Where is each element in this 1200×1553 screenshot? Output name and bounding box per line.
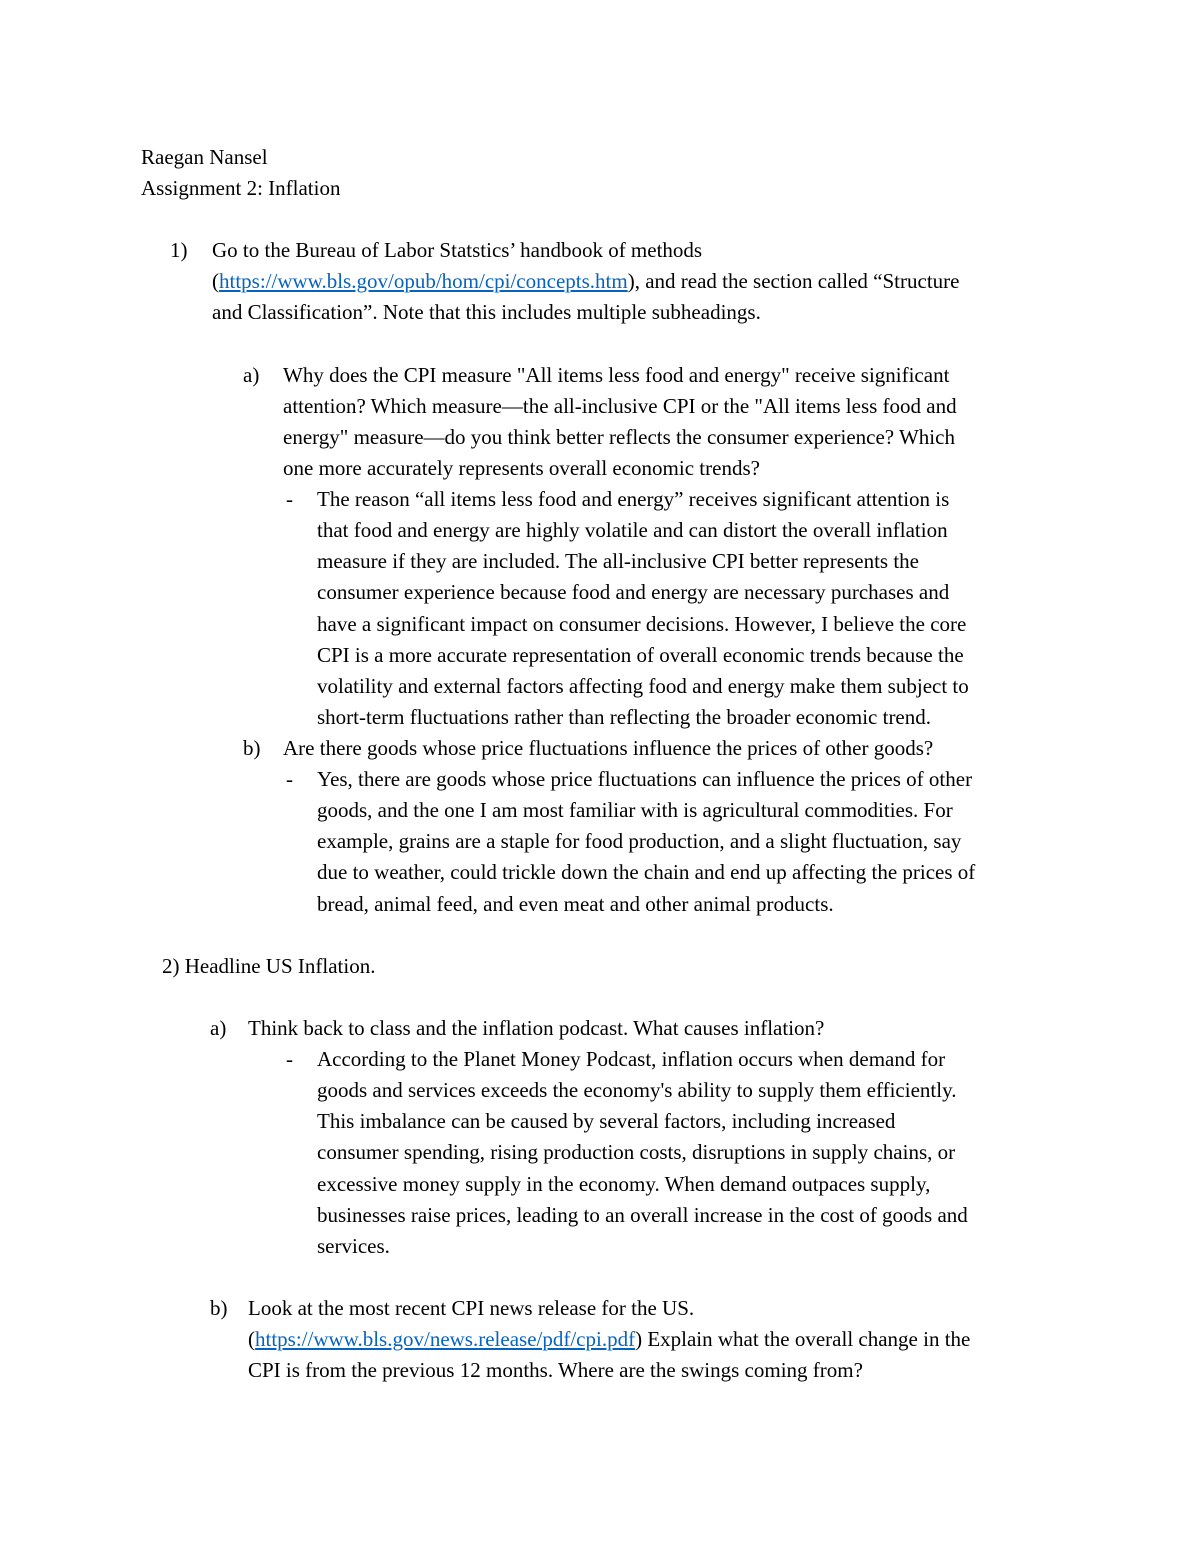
q2b-link-after: ) Explain what the overall change in the xyxy=(635,1327,971,1351)
q1a-answer-line: The reason “all items less food and energy” receives significant attention is xyxy=(317,487,950,511)
q1a-label: a) xyxy=(243,363,260,387)
q1a-answer-line: CPI is a more accurate representation of overall economic trends because the xyxy=(317,643,964,667)
q2b-question-line: Look at the most recent CPI news release for the US. xyxy=(248,1296,695,1320)
q1b-answer-line: bread, animal feed, and even meat and other animal products. xyxy=(317,892,834,916)
q1b-answer-line: goods, and the one I am most familiar with is agricultural commodities. For xyxy=(317,798,953,822)
q1a-answer-line: that food and energy are highly volatile and can distort the overall inflation xyxy=(317,518,948,542)
q2b-question-line: CPI is from the previous 12 months. Where are the swings coming from? xyxy=(248,1358,863,1382)
q1a-answer-line: short-term fluctuations rather than reflecting the broader economic trend. xyxy=(317,705,932,729)
q1a-answer-line: volatility and external factors affecting food and energy make them subject to xyxy=(317,674,969,698)
q2b-link-open: ( xyxy=(248,1327,255,1351)
q2a-answer-line: businesses raise prices, leading to an overall increase in the cost of goods and xyxy=(317,1203,968,1227)
q1b-label: b) xyxy=(243,736,261,760)
q1-line: Go to the Bureau of Labor Statstics’ handbook of methods xyxy=(212,238,703,262)
q2-heading: 2) Headline US Inflation. xyxy=(162,954,376,978)
q1a-dash: - xyxy=(286,487,293,511)
q2a-answer-line: consumer spending, rising production costs, disruptions in supply chains, or xyxy=(317,1140,956,1164)
q1a-answer-line: measure if they are included. The all-inclusive CPI better represents the xyxy=(317,549,919,573)
q2a-answer-line: services. xyxy=(317,1234,390,1258)
cpi-pdf-link[interactable]: https://www.bls.gov/news.release/pdf/cpi.pdf xyxy=(255,1327,636,1351)
q1-number: 1) xyxy=(170,238,188,262)
q1a-answer-line: have a significant impact on consumer decisions. However, I believe the core xyxy=(317,612,967,636)
q1b-answer-line: example, grains are a staple for food production, and a slight fluctuation, say xyxy=(317,829,962,853)
q1-link-line xyxy=(212,269,959,293)
q1b-question-line: Are there goods whose price fluctuations influence the prices of other goods? xyxy=(283,736,934,760)
q2a-answer-line: This imbalance can be caused by several factors, including increased xyxy=(317,1109,896,1133)
q2a-label: a) xyxy=(210,1016,227,1040)
q1a-answer-line: consumer experience because food and energy are necessary purchases and xyxy=(317,580,950,604)
q1-line: and Classification”. Note that this includes multiple subheadings. xyxy=(212,300,761,324)
q1a-question-line: Why does the CPI measure "All items less food and energy" receive significant xyxy=(283,363,950,387)
q1-link-after: ), and read the section called “Structure xyxy=(627,269,960,293)
q2a-answer-line: goods and services exceeds the economy's ability to supply them efficiently. xyxy=(317,1078,957,1102)
q2b-label: b) xyxy=(210,1296,228,1320)
q2b-link-line xyxy=(248,1327,970,1351)
q1a-question-line: energy" measure—do you think better reflects the consumer experience? Which xyxy=(283,425,955,449)
q1b-answer-line: Yes, there are goods whose price fluctuations can influence the prices of other xyxy=(317,767,973,791)
q1a-question-line: attention? Which measure—the all-inclusive CPI or the "All items less food and xyxy=(283,394,957,418)
q2a-dash: - xyxy=(286,1047,293,1071)
concepts-link[interactable]: https://www.bls.gov/opub/hom/cpi/concepts.htm xyxy=(219,269,628,293)
q2a-answer-line: excessive money supply in the economy. When demand outpaces supply, xyxy=(317,1172,931,1196)
q1a-question-line: one more accurately represents overall economic trends? xyxy=(283,456,760,480)
q1b-answer-line: due to weather, could trickle down the chain and end up affecting the prices of xyxy=(317,860,976,884)
q1b-dash: - xyxy=(286,767,293,791)
q1-link-open: ( xyxy=(212,269,219,293)
q2a-answer-line: According to the Planet Money Podcast, inflation occurs when demand for xyxy=(317,1047,946,1071)
assignment-title: Assignment 2: Inflation xyxy=(141,176,341,200)
q2a-question: Think back to class and the inflation podcast. What causes inflation? xyxy=(248,1016,825,1040)
author-name: Raegan Nansel xyxy=(141,145,268,169)
